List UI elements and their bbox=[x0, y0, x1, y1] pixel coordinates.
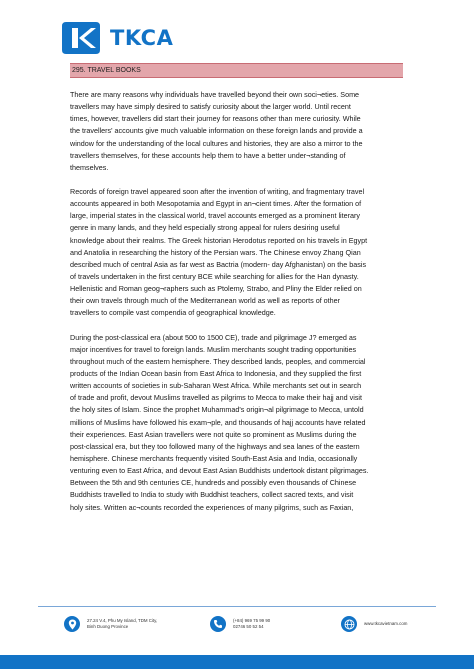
text-line: travellers to compile vast compendia of geographical knowledge. bbox=[70, 308, 276, 318]
text-line: holy sites. Written ac¬counts recorded the experiences of many pilgrims, such as Faxian, bbox=[70, 502, 354, 512]
section-title: 295. TRAVEL BOOKS bbox=[72, 67, 141, 74]
text-line: their own travels through much of the Mediterranean world as well as reports of other bbox=[70, 296, 341, 306]
text-line: described much of central Asia as far west as Bactria (modern- day Afghanistan) on the basis bbox=[70, 259, 367, 269]
address-line-2: Binh Duong Province bbox=[87, 624, 129, 629]
text-line: post-classical era, but they too followed many of the highways and sea lanes of the eastern bbox=[70, 441, 360, 451]
text-line: millions of Muslims have followed his exam¬ple, and thousands of hajj accounts have related bbox=[70, 417, 366, 427]
footer-bar bbox=[0, 655, 474, 669]
phone-line-2: 02746 50 52 54 bbox=[233, 624, 264, 629]
text-line: travellers may have simply desired to satisfy curiosity about the larger world. Until recent bbox=[70, 102, 351, 112]
text-line: the travellers' accounts give much valuable information on these foreign lands and provide a bbox=[70, 126, 363, 136]
text-line: large, imperial states in the classical world, travel accounts emerged as a prominent literary bbox=[70, 211, 361, 221]
text-line: knowledge about their realms. The Greek historian Herodotus reported on his travels in Egypt bbox=[70, 235, 368, 245]
text-line: their experiences. East Asian travellers were not quite so prominent as Muslims during the bbox=[70, 429, 357, 439]
logo-text: TKCA bbox=[110, 26, 174, 50]
address-line-1: 27.24 V.4, Phu My Island, TDM City, bbox=[87, 618, 158, 623]
text-line: There are many reasons why individuals have travelled beyond their own soci¬eties. Some bbox=[70, 90, 360, 99]
text-line: genre in many lands, and they held especially strong appeal for rulers desiring useful bbox=[70, 223, 340, 233]
website-link[interactable]: www.tkcavietnam.com bbox=[364, 621, 408, 626]
text-line: of trade and profit, devout Muslims travelled as pilgrims to Mecca to make their hajj and visit bbox=[70, 393, 363, 403]
footer-divider bbox=[38, 606, 436, 607]
tkca-logo-icon bbox=[58, 20, 104, 56]
company-logo bbox=[58, 20, 173, 56]
text-line: the holy sites of Islam. Since the prophet Muhammad's origin¬al pilgrimage to Mecca, untold bbox=[70, 405, 364, 415]
article-body bbox=[70, 89, 406, 526]
text-line: Records of foreign travel appeared soon after the invention of writing, and fragmentary travel bbox=[70, 186, 365, 196]
location-pin-icon bbox=[64, 616, 80, 632]
text-line: times, however, travellers did start their journey for reasons other than mere curiosity. While bbox=[70, 114, 361, 124]
text-line: Hellenistic and Roman geog¬raphers such as Ptolemy, Strabo, and Pliny the Elder relied on bbox=[70, 284, 362, 294]
text-line: travellers themselves, for these accounts help them to have a better under¬standing of bbox=[70, 150, 346, 160]
phone-icon bbox=[210, 616, 226, 632]
footer-address bbox=[64, 616, 157, 632]
text-line: products of the Indian Ocean basin from East Africa to Indonesia, and they supplied the first bbox=[70, 368, 362, 378]
text-line: hemisphere. Chinese merchants frequently visited South-East Asia and India, occasionally bbox=[70, 453, 358, 463]
text-line: venturing even to East Africa, and devout East Asian Buddhists undertook distant pilgrimages. bbox=[70, 466, 369, 476]
paragraph-1 bbox=[70, 89, 406, 174]
footer-website[interactable] bbox=[341, 616, 407, 632]
text-line: written accounts of societies in sub-Saharan West Africa. While merchants set out in search bbox=[70, 381, 362, 391]
text-line: During the post-classical era (about 500 to 1500 CE), trade and pilgrimage J? emerged as bbox=[70, 332, 357, 342]
text-line: Between the 5th and 9th centuries CE, hundreds and possibly even thousands of Chinese bbox=[70, 478, 357, 488]
text-line: window for the understanding of the local cultures and histories, they are also a mirror to the bbox=[70, 138, 363, 148]
text-line: accounts appeared in both Mesopotamia and Egypt in an¬cient times. After the formation of bbox=[70, 199, 362, 209]
section-title-bar bbox=[70, 63, 403, 78]
text-line: Buddhists travelled to India to study with Buddhist teachers, collect sacred texts, and visit bbox=[70, 490, 354, 500]
globe-icon bbox=[341, 616, 357, 632]
text-line: and Anatolia in researching the history of the Persian wars. The Chinese envoy Zhang Qian bbox=[70, 247, 361, 257]
text-line: major incentives for travel to foreign lands. Muslim merchants sought trading opportunities bbox=[70, 344, 357, 354]
text-line: themselves. bbox=[70, 162, 109, 172]
paragraph-3 bbox=[70, 332, 406, 514]
footer-phone bbox=[210, 616, 270, 632]
phone-line-1: (+84) 969 75 99 90 bbox=[233, 618, 271, 623]
text-line: throughout much of the eastern hemisphere. They described lands, peoples, and commercial bbox=[70, 356, 366, 366]
paragraph-2 bbox=[70, 186, 406, 320]
text-line: of travels undertaken in the first century BCE while searching for allies for the Han dynasty. bbox=[70, 271, 359, 281]
